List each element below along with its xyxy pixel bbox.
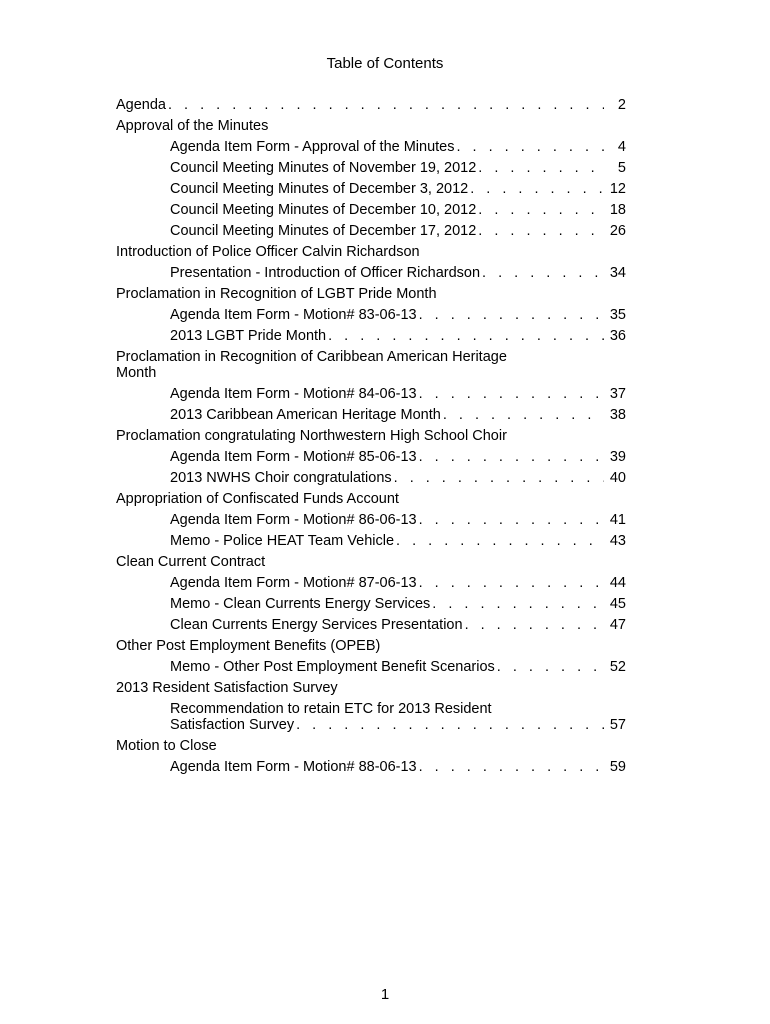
dot-leader: [419, 449, 604, 465]
toc-entry-label: 2013 LGBT Pride Month: [170, 328, 327, 344]
toc-page-number: 47: [609, 617, 626, 633]
toc-page-number: 43: [609, 533, 626, 549]
toc-page-number: 38: [609, 407, 626, 423]
toc-section-heading: Proclamation in Recognition of Caribbean American Heritage Month: [116, 349, 507, 381]
toc-page-number: 2: [617, 97, 626, 113]
toc-section-heading: Proclamation in Recognition of LGBT Pride Month: [116, 286, 437, 302]
dot-leader: [328, 328, 604, 344]
toc-entry-label: Recommendation to retain ETC for 2013 Resident: [170, 701, 492, 717]
toc-section-heading: 2013 Resident Satisfaction Survey: [116, 680, 338, 696]
toc-page-number: 52: [609, 659, 626, 675]
dot-leader: [470, 181, 604, 197]
toc-entry-label: Council Meeting Minutes of December 17, 2012: [170, 223, 477, 239]
toc-entry[interactable]: [116, 223, 626, 239]
toc-entry-label-continuation: Satisfaction Survey: [170, 717, 295, 733]
toc-entry[interactable]: [116, 407, 626, 423]
toc-entry[interactable]: [116, 659, 626, 675]
toc-entry[interactable]: [116, 386, 626, 402]
dot-leader: [296, 717, 604, 733]
dot-leader: [419, 759, 604, 775]
toc-entry[interactable]: [116, 596, 626, 612]
toc-entry-label: Agenda Item Form - Approval of the Minutes: [170, 139, 455, 155]
toc-page-number: 18: [609, 202, 626, 218]
toc-entry[interactable]: [116, 470, 626, 486]
toc-page-number: 36: [609, 328, 626, 344]
table-of-contents: [116, 97, 626, 780]
toc-entry-label: Presentation - Introduction of Officer Richardson: [170, 265, 481, 281]
toc-page-number: 57: [609, 717, 626, 733]
toc-entry[interactable]: [116, 328, 626, 344]
toc-entry[interactable]: [116, 512, 626, 528]
dot-leader: [478, 160, 604, 176]
toc-entry-label: 2013 Caribbean American Heritage Month: [170, 407, 441, 423]
toc-section-heading: Appropriation of Confiscated Funds Account: [116, 491, 399, 507]
toc-entry[interactable]: [116, 307, 626, 323]
toc-entry[interactable]: [116, 449, 626, 465]
toc-section-heading: Proclamation congratulating Northwestern High School Choir: [116, 428, 507, 444]
toc-entry[interactable]: [116, 617, 626, 633]
toc-section-heading: Other Post Employment Benefits (OPEB): [116, 638, 381, 654]
toc-page-number: 41: [609, 512, 626, 528]
toc-entry[interactable]: [116, 701, 626, 733]
toc-entry-label: Agenda Item Form - Motion# 83-06-13: [170, 307, 417, 323]
toc-section-heading: Introduction of Police Officer Calvin Richardson: [116, 244, 420, 260]
toc-entry-label: Memo - Clean Currents Energy Services: [170, 596, 431, 612]
toc-entry-label: Agenda Item Form - Motion# 88-06-13: [170, 759, 417, 775]
toc-entry[interactable]: [116, 160, 626, 176]
toc-page-number: 5: [617, 160, 626, 176]
toc-entry-label: Agenda Item Form - Motion# 85-06-13: [170, 449, 417, 465]
dot-leader: [419, 307, 604, 323]
toc-section-heading: Clean Current Contract: [116, 554, 266, 570]
toc-page-number: 45: [609, 596, 626, 612]
dot-leader: [168, 97, 604, 113]
dot-leader: [432, 596, 604, 612]
toc-page-number: 37: [609, 386, 626, 402]
toc-entry[interactable]: [116, 181, 626, 197]
dot-leader: [478, 223, 604, 239]
toc-entry-label: Council Meeting Minutes of December 10, 2012: [170, 202, 477, 218]
dot-leader: [396, 533, 604, 549]
toc-entry-label: Agenda Item Form - Motion# 87-06-13: [170, 575, 417, 591]
dot-leader: [478, 202, 604, 218]
toc-entry-agenda[interactable]: [116, 97, 626, 113]
toc-page-number: 12: [609, 181, 626, 197]
toc-page-number: 40: [609, 470, 626, 486]
toc-entry-label: Agenda Item Form - Motion# 84-06-13: [170, 386, 417, 402]
toc-entry[interactable]: [116, 139, 626, 155]
dot-leader: [465, 617, 604, 633]
toc-page-number: 59: [609, 759, 626, 775]
dot-leader: [394, 470, 604, 486]
toc-page-number: 26: [609, 223, 626, 239]
toc-page-number: 35: [609, 307, 626, 323]
toc-entry-label: Council Meeting Minutes of November 19, 2012: [170, 160, 477, 176]
toc-entry[interactable]: [116, 202, 626, 218]
toc-entry-label: Council Meeting Minutes of December 3, 2012: [170, 181, 469, 197]
toc-entry[interactable]: [116, 575, 626, 591]
toc-entry-label: Memo - Police HEAT Team Vehicle: [170, 533, 395, 549]
dot-leader: [419, 386, 604, 402]
toc-page-number: 39: [609, 449, 626, 465]
toc-entry-label: Agenda Item Form - Motion# 86-06-13: [170, 512, 417, 528]
toc-entry[interactable]: [116, 533, 626, 549]
dot-leader: [457, 139, 605, 155]
toc-page-number: 34: [609, 265, 626, 281]
page-number: 1: [380, 986, 390, 1003]
toc-entry-label: 2013 NWHS Choir congratulations: [170, 470, 392, 486]
dot-leader: [443, 407, 604, 423]
dot-leader: [482, 265, 604, 281]
toc-entry-label: Clean Currents Energy Services Presentation: [170, 617, 463, 633]
toc-section-heading: Approval of the Minutes: [116, 118, 269, 134]
toc-section-heading: Motion to Close: [116, 738, 217, 754]
dot-leader: [419, 512, 604, 528]
toc-page-number: 44: [609, 575, 626, 591]
toc-page-number: 4: [617, 139, 626, 155]
page-title: Table of Contents: [326, 55, 444, 72]
toc-entry-label: Memo - Other Post Employment Benefit Scenarios: [170, 659, 495, 675]
dot-leader: [497, 659, 604, 675]
toc-entry[interactable]: [116, 759, 626, 775]
toc-entry[interactable]: [116, 265, 626, 281]
dot-leader: [419, 575, 604, 591]
toc-entry-label: Agenda: [116, 97, 166, 113]
